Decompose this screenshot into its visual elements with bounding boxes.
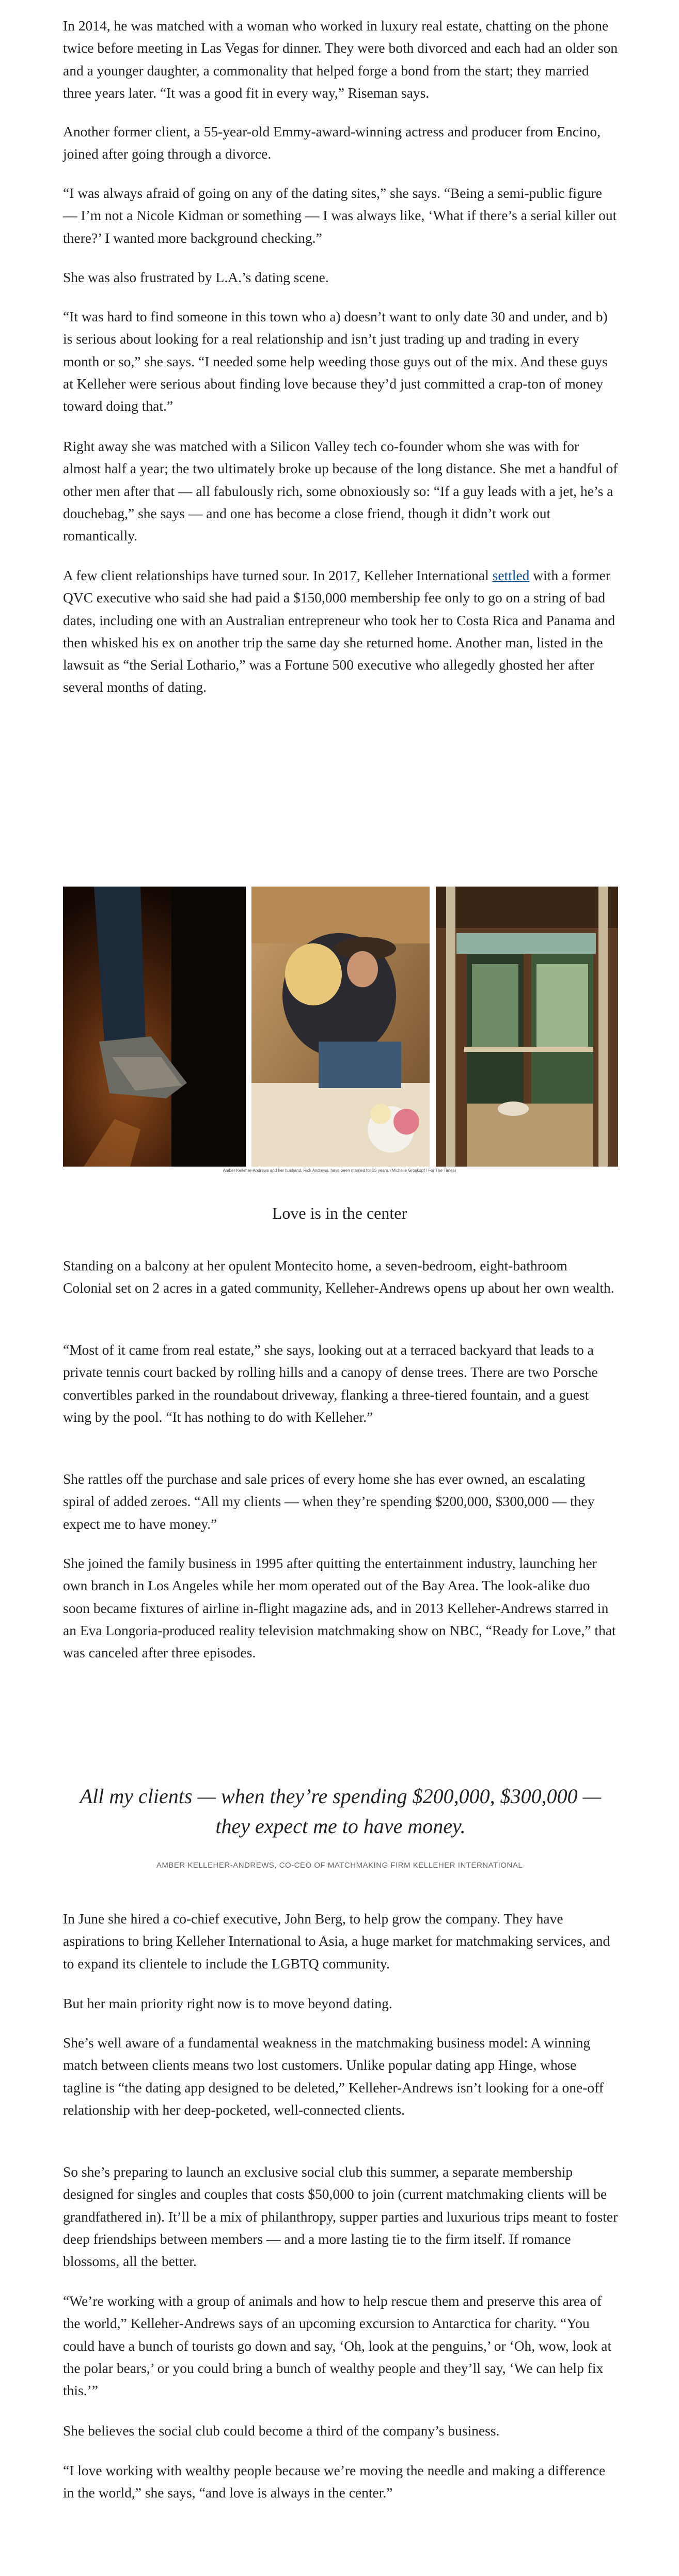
paragraph: She believes the social club could become a third of the company’s business. xyxy=(63,2423,500,2439)
paragraph: Standing on a balcony at her opulent Montecito home, a seven-bedroom, eight-bathroom Colonial set on 2 acres in a gated community, Kelleher-Andrews opens up about her own wealth. xyxy=(63,1258,614,1296)
paragraph: “We’re working with a group of animals and how to help rescue them and preserve this area of the world,” Kelleher-Andrews says of an upcoming excursion to Antarctica for charity. “You could have a bunch of tourists go down and say, ‘Oh, look at the penguins,’ or ‘Oh, wow, look at the polar bears,’ or you could bring a bunch of wealthy people and they’ll say, ‘We can help fix this.’” xyxy=(63,2293,612,2399)
photo-couple-kissing xyxy=(251,887,430,1167)
paragraph xyxy=(63,564,618,699)
paragraph: She rattles off the purchase and sale prices of every home she has ever owned, an escalating spiral of added zeroes. “All my clients — when they’re spending $200,000, $300,000 — they expect me to have money.” xyxy=(63,1471,595,1532)
pull-quote: All my clients — when they’re spending $200,000, $300,000 — they expect me to have money. xyxy=(80,1784,602,1838)
paragraph: “Most of it came from real estate,” she says, looking out at a terraced backyard that leads to a private tennis court backed by rolling hills and a canopy of dense trees. There are two Porsche convertibles parked in the roundabout driveway, flanking a three-tiered fountain, and a guest wing by the pool. “It has nothing to do with Kelleher.” xyxy=(63,1342,598,1425)
paragraph: So she’s preparing to launch an exclusive social club this summer, a separate membership designed for singles and couples that costs $50,000 to join (current matchmaking clients will be grandfathered in). It’ll be a mix of philanthropy, supper parties and luxurious trips meant to foster deep friendships between members — and a more lasting tie to the firm itself. If romance blossoms, all the better. xyxy=(63,2164,618,2270)
section-subhead: Love is in the center xyxy=(272,1204,407,1222)
photo-balcony-doors xyxy=(436,887,618,1167)
pull-quote-attribution: AMBER KELLEHER-ANDREWS, CO-CEO OF MATCHMAKING FIRM KELLEHER INTERNATIONAL xyxy=(156,1861,523,1870)
paragraph: In June she hired a co-chief executive, John Berg, to help grow the company. They have aspirations to bring Kelleher International to Asia, a huge market for matchmaking services, and to expand its clientele to include the LGBTQ community. xyxy=(63,1911,610,1972)
paragraph: Right away she was matched with a Silicon Valley tech co-founder whom she was with for almost half a year; the two ultimately broke up because of the long distance. She met a handful of other men after that — all fabulously rich, some obnoxiously so: “If a guy leads with a jet, he’s a douchebag,” she says — and one has become a close friend, though it didn’t work out romantically. xyxy=(63,438,618,544)
photo-strip xyxy=(63,887,618,1167)
paragraph: In 2014, he was matched with a woman who worked in luxury real estate, chatting on the phone twice before meeting in Las Vegas for dinner. They were both divorced and each had an older son and a younger daughter, a commonality that helped forge a bond from the start; they married three years later. “It was a good fit in every way,” Riseman says. xyxy=(63,18,618,101)
paragraph: She was also frustrated by L.A.’s dating scene. xyxy=(63,269,329,285)
paragraph: She joined the family business in 1995 after quitting the entertainment industry, launching her own branch in Los Angeles while her mom operated out of the Bay Area. The look-alike duo soon became fixtures of airline in-flight magazine ads, and in 2013 Kelleher-Andrews starred in an Eva Longoria-produced reality television matchmaking show on NBC, “Ready for Love,” that was canceled after three episodes. xyxy=(63,1555,616,1661)
paragraph: “It was hard to find someone in this town who a) doesn’t want to only date 30 and under, and b) is serious about looking for a real relationship and isn’t just trading up and trading in every month or so,” she says. “I needed some help weeding those guys out of the mix. And these guys at Kelleher were serious about finding love because they’d just committed a crap-ton of money toward doing that.” xyxy=(63,308,608,414)
paragraph-text: with a former QVC executive who said she had paid a $150,000 membership fee only to go on a string of bad dates, including one with an Australian entrepreneur who took her to Costa Rica and Panama and then whisked his ex on another trip the same day she returned home. Another man, listed in the lawsuit as “the Serial Lothario,” was a Fortune 500 executive who allegedly ghosted her after several months of dating. xyxy=(63,567,615,695)
paragraph: But her main priority right now is to move beyond dating. xyxy=(63,1995,392,2011)
paragraph: She’s well aware of a fundamental weakness in the matchmaking business model: A winning match between clients means two lost customers. Unlike popular dating app Hinge, whose tagline is “the dating app designed to be deleted,” Kelleher-Andrews isn’t looking for a one-off relationship with her deep-pocketed, well-connected clients. xyxy=(63,2035,604,2118)
paragraph-text: A few client relationships have turned sour. In 2017, Kelleher International xyxy=(63,567,493,583)
photo-cowboy-boots xyxy=(63,887,246,1167)
paragraph: “I love working with wealthy people because we’re moving the needle and making a difference in the world,” she says, “and love is always in the center.” xyxy=(63,2462,606,2501)
photo-caption: Amber Kelleher-Andrews and her husband, Rick Andrews, have been married for 25 years. (Michelle Groskopf / For The Times) xyxy=(223,1168,456,1173)
settled-link[interactable]: settled xyxy=(492,567,530,583)
paragraph: “I was always afraid of going on any of the dating sites,” she says. “Being a semi-public figure — I’m not a Nicole Kidman or something — I was always like, ‘What if there’s a serial killer out there?’ I wanted more background checking.” xyxy=(63,185,617,246)
paragraph: Another former client, a 55-year-old Emmy-award-winning actress and producer from Encino, joined after going through a divorce. xyxy=(63,123,601,162)
